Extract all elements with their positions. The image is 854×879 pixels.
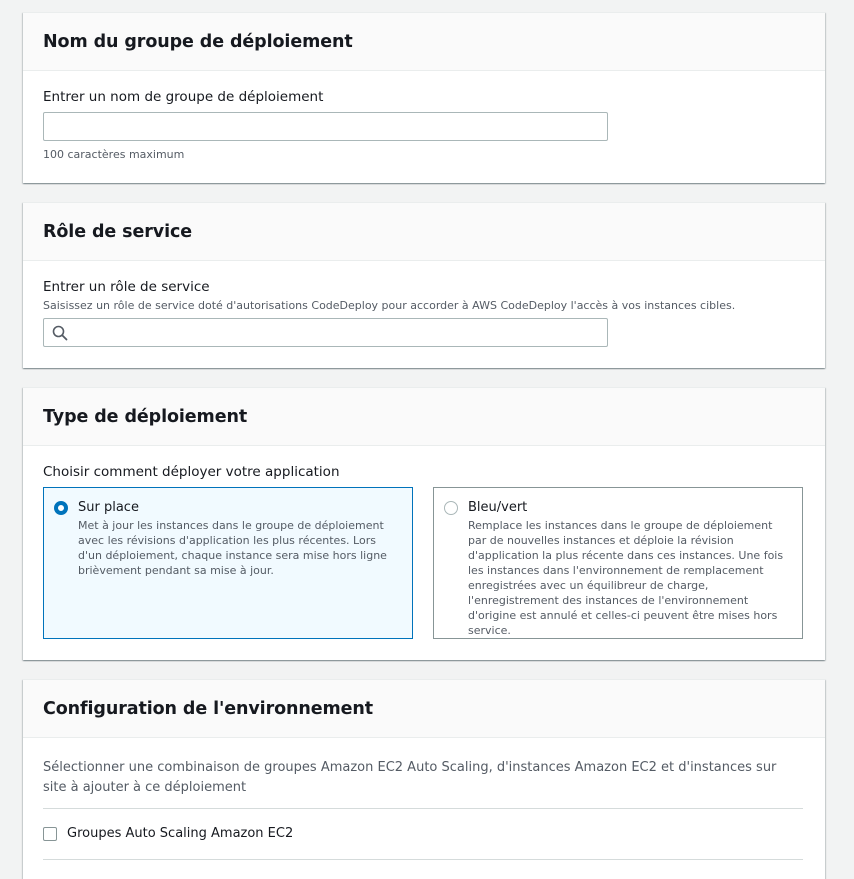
panel-header (23, 680, 825, 738)
panel-title: Type de déploiement (43, 406, 248, 427)
radio-tile-in-place[interactable] (43, 487, 413, 639)
field-label: Entrer un rôle de service (43, 279, 210, 295)
constraint-hint: 100 caractères maximum (43, 148, 185, 161)
ec2-auto-scaling-groups-checkbox-row[interactable] (43, 826, 293, 841)
service-role-panel (23, 202, 825, 368)
field-description: Saisissez un rôle de service doté d'autorisations CodeDeploy pour accorder à AWS CodeDeploy l'accès à vos instances cibles. (43, 299, 736, 312)
divider (43, 808, 803, 809)
radio-button-in-place[interactable] (54, 501, 68, 515)
search-icon (52, 325, 68, 341)
ec2-auto-scaling-groups-checkbox[interactable] (43, 827, 57, 841)
section-description: Sélectionner une combinaison de groupes Amazon EC2 Auto Scaling, d'instances Amazon EC2 et d'instances sur site à ajouter à ce déploiement (43, 760, 777, 795)
field-label: Entrer un nom de groupe de déploiement (43, 89, 324, 105)
radio-button-blue-green[interactable] (444, 501, 458, 515)
panel-title: Nom du groupe de déploiement (43, 31, 353, 52)
divider (43, 859, 803, 860)
panel-title: Rôle de service (43, 221, 193, 242)
service-role-search-input[interactable] (43, 318, 608, 347)
checkbox-label: Groupes Auto Scaling Amazon EC2 (67, 826, 294, 841)
panel-header (23, 203, 825, 261)
panel-title: Configuration de l'environnement (43, 698, 374, 719)
panel-header (23, 13, 825, 71)
deployment-group-name-input[interactable] (43, 112, 608, 141)
radio-tile-blue-green[interactable] (433, 487, 803, 639)
deployment-group-name-panel (23, 12, 825, 183)
radio-description: Met à jour les instances dans le groupe de déploiement avec les révisions d'application les plus récentes. Lors d'un déploiement, chaque instance sera mise hors ligne brièvement pendant sa mise à jour. (78, 519, 387, 577)
deployment-type-panel (23, 387, 825, 660)
field-label: Choisir comment déployer votre application (43, 464, 340, 480)
panel-header (23, 388, 825, 446)
radio-label: Sur place (78, 500, 139, 515)
environment-configuration-panel (23, 679, 825, 879)
radio-description: Remplace les instances dans le groupe de déploiement par de nouvelles instances et déploie la révision d'application la plus récente dans ces instances. Une fois les instances dans l'environnement de remplacement enregistrées avec un équilibreur de charge, l'enregistrement des instances de l'environnement d'origine est annulé et celles-ci peuvent être mises hors service. (468, 519, 784, 637)
radio-label: Bleu/vert (468, 500, 528, 515)
